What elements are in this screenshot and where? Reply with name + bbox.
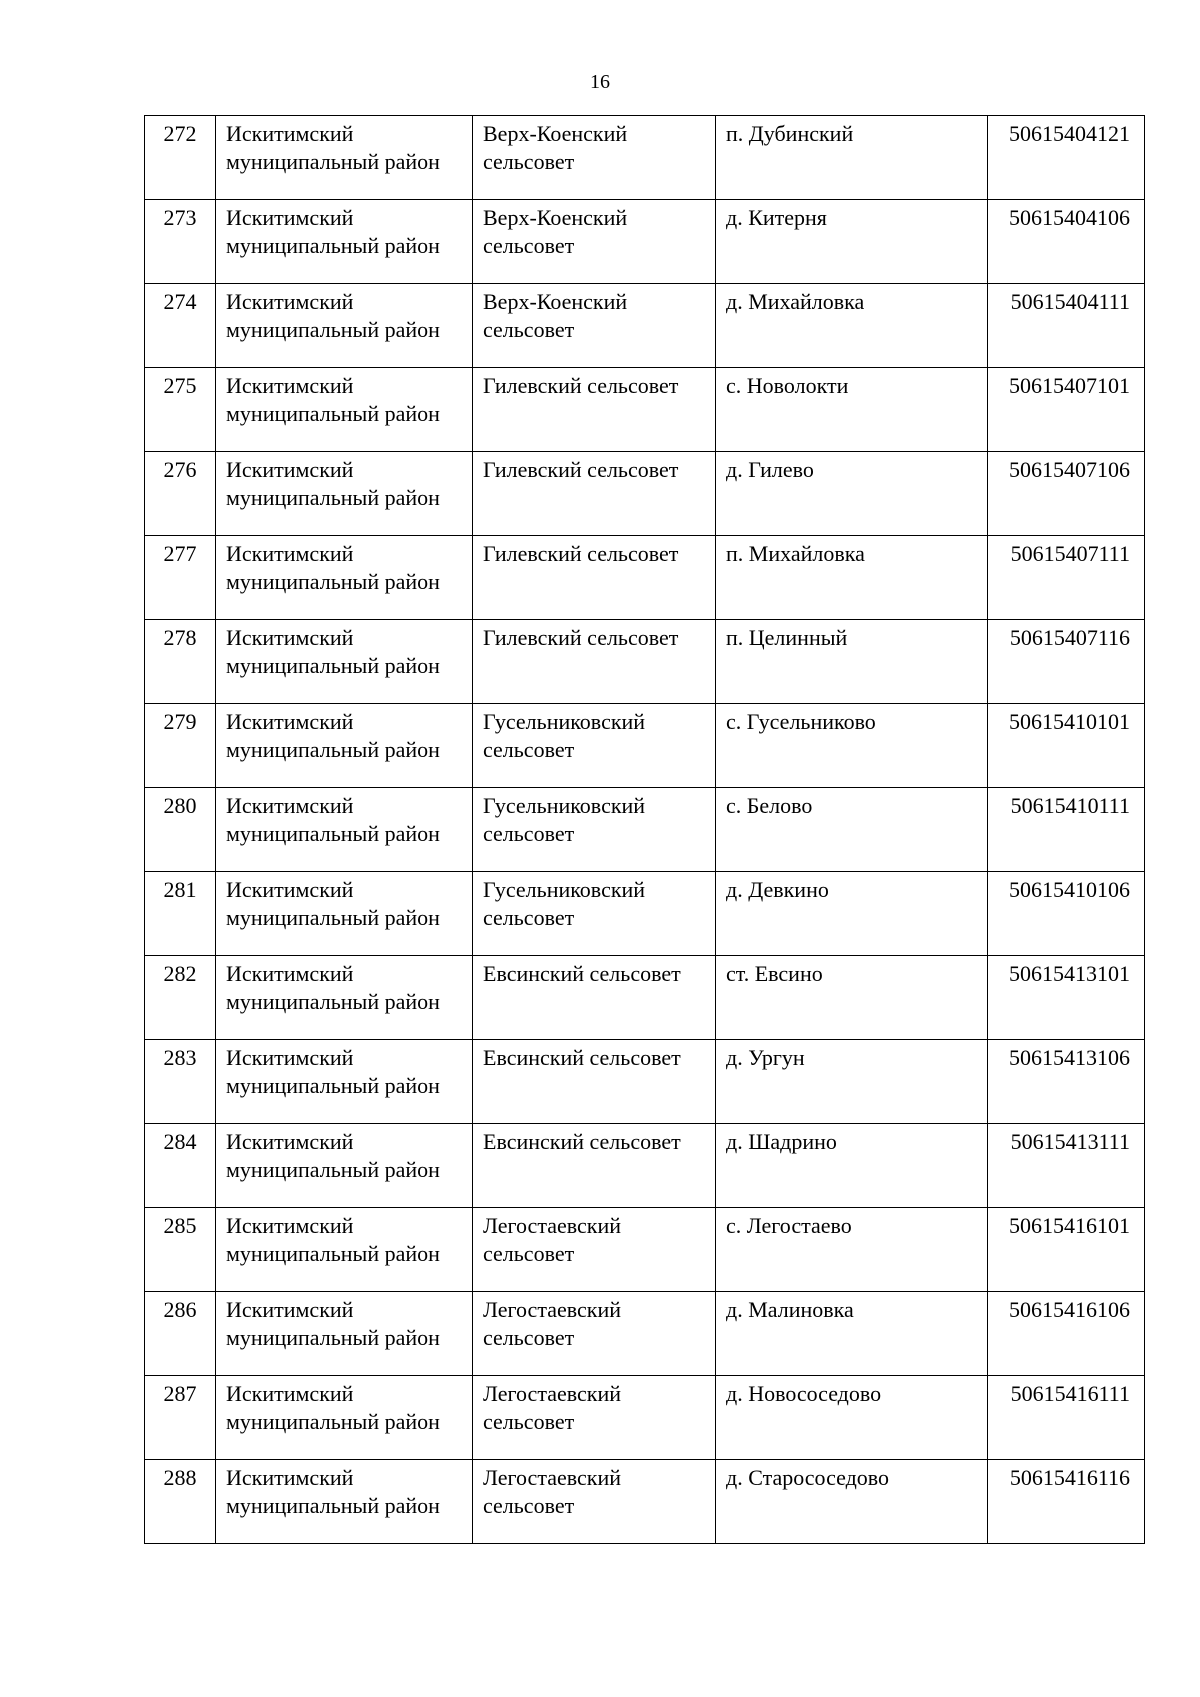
locality-cell: д. Шадрино bbox=[716, 1124, 988, 1208]
council-cell: Гусельниковский сельсовет bbox=[473, 788, 716, 872]
oktmo-code-cell: 50615410106 bbox=[988, 872, 1145, 956]
district-cell: Искитимский муниципальный район bbox=[216, 116, 473, 200]
locality-cell: с. Гусельниково bbox=[716, 704, 988, 788]
council-cell: Евсинский сельсовет bbox=[473, 1124, 716, 1208]
council-cell: Легостаевский сельсовет bbox=[473, 1292, 716, 1376]
table-row bbox=[145, 452, 1145, 536]
locality-cell: ст. Евсино bbox=[716, 956, 988, 1040]
district-cell: Искитимский муниципальный район bbox=[216, 1292, 473, 1376]
district-cell: Искитимский муниципальный район bbox=[216, 704, 473, 788]
council-cell: Легостаевский сельсовет bbox=[473, 1460, 716, 1544]
row-number: 283 bbox=[145, 1040, 216, 1124]
row-number: 280 bbox=[145, 788, 216, 872]
oktmo-code-cell: 50615413106 bbox=[988, 1040, 1145, 1124]
row-number: 276 bbox=[145, 452, 216, 536]
locality-cell: д. Гилево bbox=[716, 452, 988, 536]
oktmo-code-cell: 50615416111 bbox=[988, 1376, 1145, 1460]
locality-cell: д. Ургун bbox=[716, 1040, 988, 1124]
page-number: 16 bbox=[590, 71, 610, 93]
table-row bbox=[145, 116, 1145, 200]
oktmo-code-cell: 50615410101 bbox=[988, 704, 1145, 788]
table-row bbox=[145, 620, 1145, 704]
table-row bbox=[145, 1040, 1145, 1124]
locality-cell: д. Малиновка bbox=[716, 1292, 988, 1376]
locality-cell: д. Девкино bbox=[716, 872, 988, 956]
district-cell: Искитимский муниципальный район bbox=[216, 1040, 473, 1124]
oktmo-code-cell: 50615413101 bbox=[988, 956, 1145, 1040]
row-number: 277 bbox=[145, 536, 216, 620]
council-cell: Евсинский сельсовет bbox=[473, 956, 716, 1040]
council-cell: Легостаевский сельсовет bbox=[473, 1376, 716, 1460]
row-number: 279 bbox=[145, 704, 216, 788]
row-number: 284 bbox=[145, 1124, 216, 1208]
district-cell: Искитимский муниципальный район bbox=[216, 200, 473, 284]
row-number: 288 bbox=[145, 1460, 216, 1544]
district-cell: Искитимский муниципальный район bbox=[216, 452, 473, 536]
table-row bbox=[145, 1124, 1145, 1208]
oktmo-code-cell: 50615413111 bbox=[988, 1124, 1145, 1208]
district-cell: Искитимский муниципальный район bbox=[216, 872, 473, 956]
locality-cell: п. Целинный bbox=[716, 620, 988, 704]
council-cell: Легостаевский сельсовет bbox=[473, 1208, 716, 1292]
district-cell: Искитимский муниципальный район bbox=[216, 1124, 473, 1208]
locality-cell: п. Дубинский bbox=[716, 116, 988, 200]
locality-cell: с. Новолокти bbox=[716, 368, 988, 452]
oktmo-code-cell: 50615407116 bbox=[988, 620, 1145, 704]
oktmo-code-cell: 50615407106 bbox=[988, 452, 1145, 536]
row-number: 273 bbox=[145, 200, 216, 284]
table-row bbox=[145, 1460, 1145, 1544]
locality-cell: д. Китерня bbox=[716, 200, 988, 284]
council-cell: Верх-Коенский сельсовет bbox=[473, 116, 716, 200]
table-row bbox=[145, 536, 1145, 620]
table-row bbox=[145, 704, 1145, 788]
locality-cell: п. Михайловка bbox=[716, 536, 988, 620]
council-cell: Гилевский сельсовет bbox=[473, 620, 716, 704]
row-number: 272 bbox=[145, 116, 216, 200]
council-cell: Гилевский сельсовет bbox=[473, 536, 716, 620]
row-number: 282 bbox=[145, 956, 216, 1040]
district-cell: Искитимский муниципальный район bbox=[216, 284, 473, 368]
row-number: 274 bbox=[145, 284, 216, 368]
table-row bbox=[145, 200, 1145, 284]
table-row bbox=[145, 788, 1145, 872]
district-cell: Искитимский муниципальный район bbox=[216, 1208, 473, 1292]
oktmo-code-cell: 50615407111 bbox=[988, 536, 1145, 620]
locality-cell: д. Новососедово bbox=[716, 1376, 988, 1460]
oktmo-code-cell: 50615416106 bbox=[988, 1292, 1145, 1376]
row-number: 278 bbox=[145, 620, 216, 704]
table-row bbox=[145, 956, 1145, 1040]
oktmo-code-cell: 50615404111 bbox=[988, 284, 1145, 368]
council-cell: Евсинский сельсовет bbox=[473, 1040, 716, 1124]
district-cell: Искитимский муниципальный район bbox=[216, 788, 473, 872]
table-row bbox=[145, 1292, 1145, 1376]
oktmo-code-cell: 50615404106 bbox=[988, 200, 1145, 284]
district-cell: Искитимский муниципальный район bbox=[216, 368, 473, 452]
row-number: 285 bbox=[145, 1208, 216, 1292]
district-cell: Искитимский муниципальный район bbox=[216, 1376, 473, 1460]
row-number: 287 bbox=[145, 1376, 216, 1460]
council-cell: Гилевский сельсовет bbox=[473, 452, 716, 536]
council-cell: Гусельниковский сельсовет bbox=[473, 704, 716, 788]
district-cell: Искитимский муниципальный район bbox=[216, 1460, 473, 1544]
district-cell: Искитимский муниципальный район bbox=[216, 956, 473, 1040]
council-cell: Гусельниковский сельсовет bbox=[473, 872, 716, 956]
oktmo-code-cell: 50615407101 bbox=[988, 368, 1145, 452]
locality-cell: с. Легостаево bbox=[716, 1208, 988, 1292]
council-cell: Гилевский сельсовет bbox=[473, 368, 716, 452]
locality-cell: д. Михайловка bbox=[716, 284, 988, 368]
table-row bbox=[145, 368, 1145, 452]
oktmo-code-cell: 50615416101 bbox=[988, 1208, 1145, 1292]
oktmo-code-cell: 50615404121 bbox=[988, 116, 1145, 200]
council-cell: Верх-Коенский сельсовет bbox=[473, 200, 716, 284]
locality-cell: д. Старососедово bbox=[716, 1460, 988, 1544]
council-cell: Верх-Коенский сельсовет bbox=[473, 284, 716, 368]
oktmo-code-cell: 50615410111 bbox=[988, 788, 1145, 872]
row-number: 281 bbox=[145, 872, 216, 956]
settlements-table-body bbox=[145, 116, 1145, 1544]
table-row bbox=[145, 1208, 1145, 1292]
table-row bbox=[145, 872, 1145, 956]
table-row bbox=[145, 284, 1145, 368]
table-row bbox=[145, 1376, 1145, 1460]
row-number: 275 bbox=[145, 368, 216, 452]
oktmo-code-cell: 50615416116 bbox=[988, 1460, 1145, 1544]
settlements-table bbox=[144, 115, 1145, 1544]
district-cell: Искитимский муниципальный район bbox=[216, 620, 473, 704]
district-cell: Искитимский муниципальный район bbox=[216, 536, 473, 620]
row-number: 286 bbox=[145, 1292, 216, 1376]
locality-cell: с. Белово bbox=[716, 788, 988, 872]
